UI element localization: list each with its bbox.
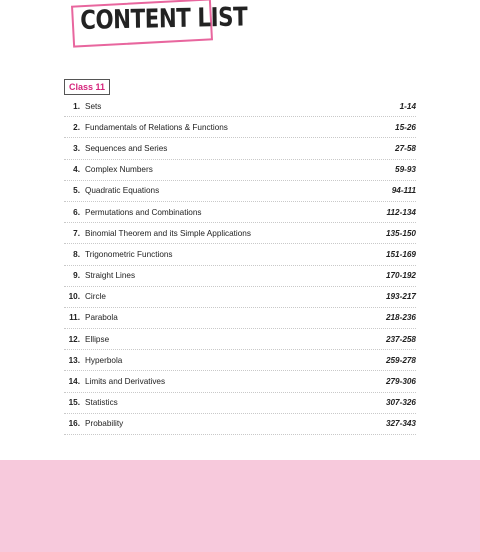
page-range: 1-14	[399, 101, 416, 111]
page-range: 15-26	[395, 122, 416, 132]
page-range: 94-111	[391, 186, 416, 196]
chapter-number: 11.	[69, 313, 80, 323]
page-range: 279-306	[385, 377, 416, 387]
toc-row[interactable]	[64, 350, 416, 371]
toc-row[interactable]	[64, 329, 416, 350]
toc-row[interactable]	[64, 223, 416, 244]
chapter-number: 15.	[68, 398, 80, 408]
footer-band	[0, 460, 480, 552]
page-range: 259-278	[385, 355, 416, 365]
toc-row[interactable]	[64, 414, 416, 435]
chapter-number: 1.	[73, 101, 80, 111]
page-range: 327-343	[385, 419, 416, 429]
page-range: 59-93	[395, 165, 416, 175]
chapter-title: Trigonometric Functions	[85, 249, 173, 259]
page-title: CONTENT LIST	[80, 2, 248, 36]
chapter-number: 3.	[73, 143, 80, 153]
toc-row[interactable]	[64, 244, 416, 265]
chapter-title: Complex Numbers	[85, 165, 153, 175]
toc-row[interactable]	[64, 371, 416, 392]
toc-row[interactable]	[64, 181, 416, 202]
page-range: 151-169	[385, 249, 416, 259]
toc-row[interactable]	[64, 202, 416, 223]
chapter-title: Parabola	[85, 313, 118, 323]
toc-row[interactable]	[64, 266, 416, 287]
chapter-title: Hyperbola	[85, 355, 123, 365]
chapter-number: 9.	[73, 271, 80, 281]
page-range: 193-217	[385, 292, 416, 302]
chapter-number: 13.	[68, 355, 80, 365]
page-range: 307-326	[385, 398, 416, 408]
class-label: Class 11	[64, 79, 110, 95]
chapter-number: 14.	[68, 377, 80, 387]
chapter-title: Ellipse	[85, 334, 110, 344]
toc-row[interactable]	[64, 96, 416, 117]
chapter-title: Fundamentals of Relations & Functions	[85, 122, 228, 132]
chapter-number: 16.	[68, 419, 80, 429]
chapter-title: Quadratic Equations	[85, 186, 160, 196]
chapter-number: 2.	[73, 122, 80, 132]
chapter-title: Probability	[85, 419, 124, 429]
chapter-title: Statistics	[85, 398, 118, 408]
chapter-number: 6.	[73, 207, 80, 217]
page-range: 218-236	[385, 313, 416, 323]
chapter-number: 12.	[68, 334, 80, 344]
page-range: 135-150	[385, 228, 416, 238]
chapter-title: Permutations and Combinations	[85, 207, 202, 217]
chapter-number: 10.	[68, 292, 80, 302]
table-of-contents	[64, 96, 416, 435]
toc-row[interactable]	[64, 117, 416, 138]
chapter-title: Straight Lines	[85, 271, 136, 281]
page-range: 112-134	[386, 207, 416, 217]
toc-row[interactable]	[64, 138, 416, 159]
toc-row[interactable]	[64, 393, 416, 414]
page-range: 237-258	[385, 334, 416, 344]
chapter-title: Limits and Derivatives	[85, 377, 166, 387]
chapter-number: 7.	[73, 228, 80, 238]
chapter-number: 8.	[73, 249, 80, 259]
toc-row[interactable]	[64, 308, 416, 329]
chapter-number: 4.	[73, 165, 80, 175]
chapter-title: Binomial Theorem and its Simple Applications	[85, 228, 251, 238]
toc-row[interactable]	[64, 287, 416, 308]
chapter-title: Sets	[85, 101, 102, 111]
chapter-number: 5.	[73, 186, 80, 196]
chapter-title: Sequences and Series	[85, 143, 168, 153]
chapter-title: Circle	[85, 292, 106, 302]
page-range: 27-58	[395, 143, 416, 153]
page-range: 170-192	[385, 271, 416, 281]
toc-row[interactable]	[64, 160, 416, 181]
